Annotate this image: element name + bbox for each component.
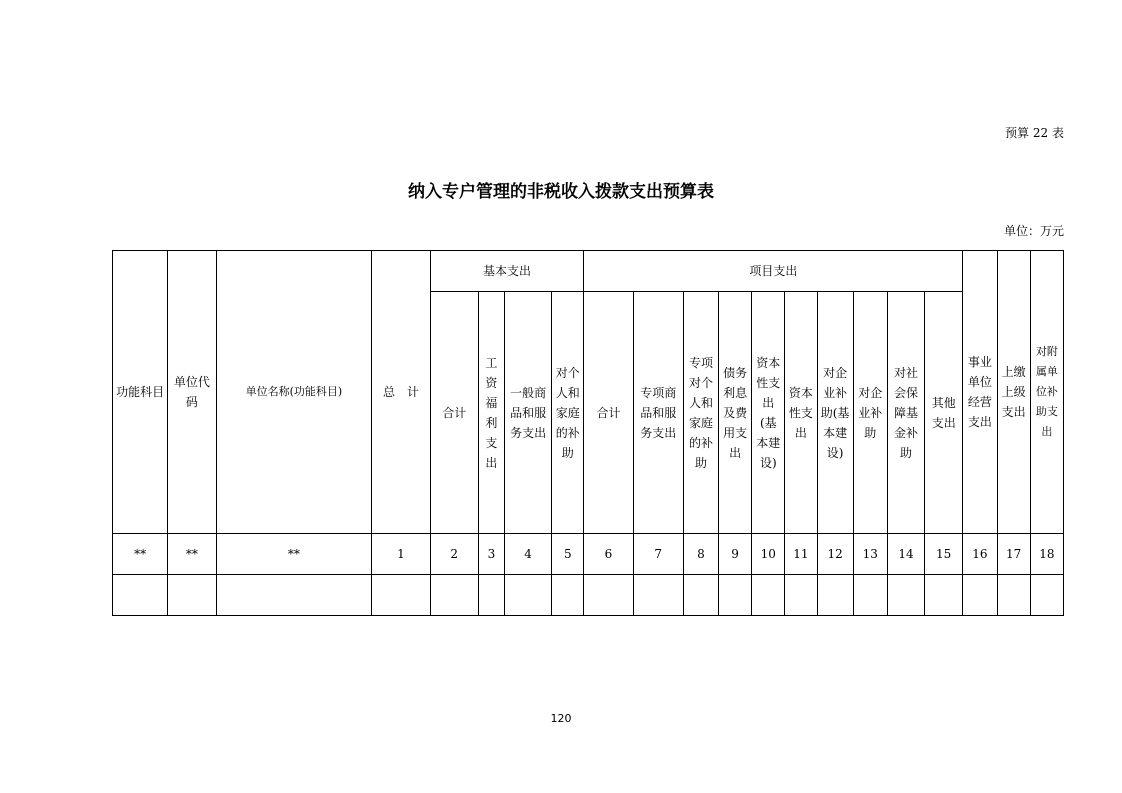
- header-basic-expenditure: 基本支出: [430, 251, 584, 292]
- empty-cell: [683, 575, 718, 616]
- header-business-expenditure: 事业 单位 经营 支出: [963, 251, 997, 534]
- header-project-personal-subsidy: 专项 对个 人和 家庭 的补 助: [683, 292, 718, 534]
- budget-table: [112, 250, 1064, 616]
- header-basic-salary: 工 资 福 利 支 出: [478, 292, 504, 534]
- header-project-social-security: 对社 会保 障基 金补 助: [887, 292, 924, 534]
- form-number: 预算 22 表: [1005, 126, 1064, 140]
- header-upper-level-expenditure: 上缴 上级 支出: [997, 251, 1030, 534]
- number-cell: 16: [963, 534, 997, 575]
- empty-cell: [504, 575, 551, 616]
- empty-cell: [997, 575, 1030, 616]
- number-cell: 13: [853, 534, 887, 575]
- empty-cell: [785, 575, 817, 616]
- empty-cell: [216, 575, 372, 616]
- number-cell: 5: [552, 534, 584, 575]
- empty-cell: [752, 575, 785, 616]
- empty-cell: [853, 575, 887, 616]
- header-project-total: 合计: [584, 292, 633, 534]
- number-cell: 17: [997, 534, 1030, 575]
- empty-cell: [633, 575, 683, 616]
- number-cell: 2: [430, 534, 478, 575]
- page-title: 纳入专户管理的非税收入拨款支出预算表: [408, 182, 714, 202]
- empty-cell: [478, 575, 504, 616]
- number-cell: **: [168, 534, 216, 575]
- number-cell: 8: [683, 534, 718, 575]
- table-row: [113, 575, 1064, 616]
- empty-cell: [584, 575, 633, 616]
- empty-cell: [113, 575, 168, 616]
- header-project-enterprise-subsidy: 对企 业补 助: [853, 292, 887, 534]
- header-project-other: 其他 支出: [925, 292, 963, 534]
- header-unit-name: 单位名称(功能科目): [216, 251, 372, 534]
- page-number: 120: [550, 712, 572, 725]
- header-project-capital: 资本 性支 出: [785, 292, 817, 534]
- unit-label: 单位：万元: [1003, 224, 1064, 238]
- number-cell: 10: [752, 534, 785, 575]
- header-subsidiary-subsidy: 对附 属单 位补 助支 出: [1030, 251, 1063, 534]
- number-cell: 15: [925, 534, 963, 575]
- header-project-enterprise-construction: 对企 业补 助(基 本建 设): [817, 292, 853, 534]
- number-cell: 4: [504, 534, 551, 575]
- header-unit-code: 单位代 码: [168, 251, 216, 534]
- number-cell: 11: [785, 534, 817, 575]
- number-cell: 1: [372, 534, 430, 575]
- number-cell: 7: [633, 534, 683, 575]
- empty-cell: [168, 575, 216, 616]
- header-basic-goods-services: 一般商 品和服 务支出: [504, 292, 551, 534]
- table-row: [113, 534, 1064, 575]
- number-cell: **: [113, 534, 168, 575]
- empty-cell: [430, 575, 478, 616]
- number-cell: 6: [584, 534, 633, 575]
- number-cell: 12: [817, 534, 853, 575]
- number-cell: 9: [719, 534, 752, 575]
- empty-cell: [817, 575, 853, 616]
- empty-cell: [372, 575, 430, 616]
- number-cell: 3: [478, 534, 504, 575]
- table-header-row: [113, 251, 1064, 292]
- header-function-subject: 功能科目: [113, 251, 168, 534]
- header-project-debt-interest: 债务 利息 及费 用支 出: [719, 292, 752, 534]
- number-cell: 18: [1030, 534, 1063, 575]
- empty-cell: [925, 575, 963, 616]
- header-project-expenditure: 项目支出: [584, 251, 963, 292]
- header-total: 总 计: [372, 251, 430, 534]
- empty-cell: [963, 575, 997, 616]
- header-basic-personal-subsidy: 对个 人和 家庭 的补 助: [552, 292, 584, 534]
- empty-cell: [552, 575, 584, 616]
- header-project-capital-construction: 资本 性支 出 (基 本建 设): [752, 292, 785, 534]
- number-cell: 14: [887, 534, 924, 575]
- number-cell: **: [216, 534, 372, 575]
- header-basic-total: 合计: [430, 292, 478, 534]
- empty-cell: [1030, 575, 1063, 616]
- empty-cell: [719, 575, 752, 616]
- header-project-goods-services: 专项商 品和服 务支出: [633, 292, 683, 534]
- empty-cell: [887, 575, 924, 616]
